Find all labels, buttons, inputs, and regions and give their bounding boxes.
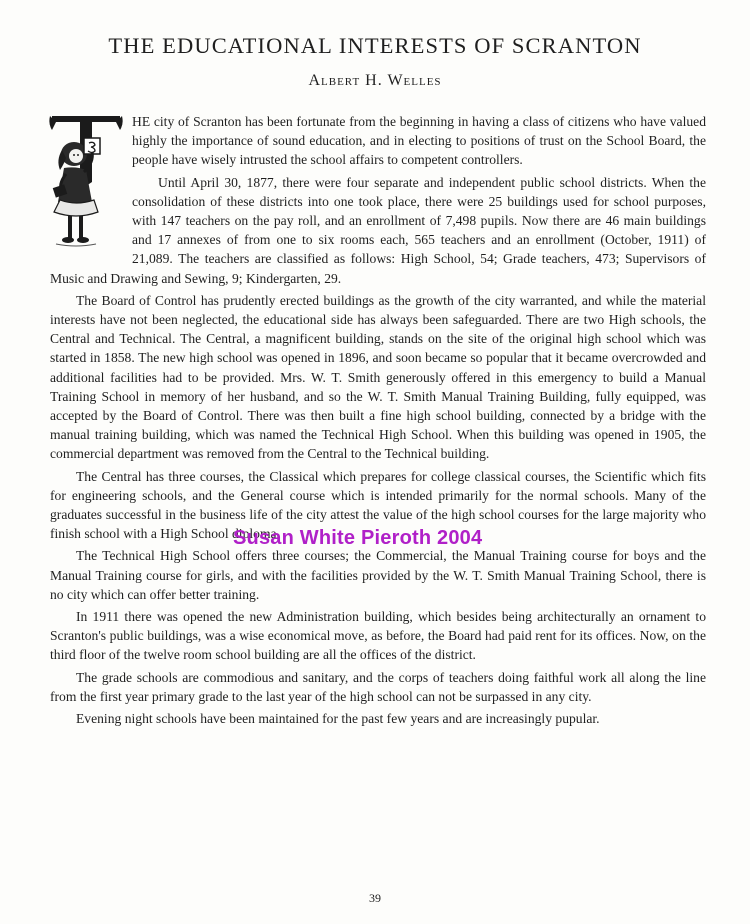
paragraph-1: HE city of Scranton has been fortunate from the beginning in having a class of citizens who have valued highly the importance of sound education, and in electing to positions of trust on the School Board, the people have wisely intrusted the school affairs to competent controllers. [132, 114, 706, 168]
paragraph-5: The Technical High School offers three courses; the Commercial, the Manual Training course for boys and the Manual Training course for girls, and with the facilities provided by the W. T. Smith Manual Training School, there is no city which can offer better training. [50, 548, 706, 602]
article-body [50, 112, 706, 731]
paragraph-7: The grade schools are commodious and sanitary, and the corps of teachers doing faithful work all along the line from the first year primary grade to the last year of the high school can not be surpassed in any city. [50, 669, 706, 704]
paragraph-4: The Central has three courses, the Classical which prepares for college classical courses, the Scientific which fits for engineering schools, and the General course which is intended primarily for the normal schools. Many of the graduates successful in the business life of the city attest the value of the high school courses for the large majority who finish school with a High School diploma. [50, 468, 706, 542]
author-name: Albert H. Welles [308, 72, 442, 89]
page-title: THE EDUCATIONAL INTERESTS OF SCRANTON [108, 33, 642, 58]
paragraph-8: Evening night schools have been maintained for the past few years and are increasingly pupular. [76, 711, 600, 727]
paragraph-2: Until April 30, 1877, there were four separate and independent public school districts. When the consolidation of these districts into one took place, there were 25 buildings used for school purposes, with 147 teachers on the pay roll, and an enrollment of 7,498 pupils. Now there are 46 main buildings and 17 annexes of from one to six rooms each, 565 teachers and an enrollment (October, 1911) of 21,089. The teachers are classified as follows: High School, 54; Grade teachers, 473; Supervisors of Music and Drawing and Sewing, 9; Kindergarten, 29. [50, 174, 706, 286]
watermark-credit: Susan White Pieroth 2004 [233, 527, 483, 549]
paragraph-6: In 1911 there was opened the new Administration building, which besides being architecturally an ornament to Scranton's public buildings, was a wise economical move, as before, the Board had paid rent for its offices. Now, on the third floor of the twelve room school building are all the offices of the district. [50, 609, 706, 663]
paragraph-3: The Board of Control has prudently erected buildings as the growth of the city warranted, and while the material interests have not been neglected, the educational side has always been safeguarded. There are two High schools, the Central and Technical. The Central, a magnificent building, stands on the site of the original high school which was started in 1858. The new high school was opened in 1896, and soon became so popular that it became overcrowded and additional facilities had to be provided. Mrs. W. T. Smith generously offered in this emergency to build a Manual Training School in memory of her husband, and so the W. T. Smith Manual Training Building, fully equipped, was accepted by the Board of Control. There was then built a fine high school building, connected by a bridge with the manual training building, which was named the Technical High School. When this building was opened in 1905, the commercial department was removed from the Central to the Technical building. [50, 292, 706, 462]
decorative-dropcap-illustration [46, 112, 126, 262]
page-number: 39 [369, 891, 381, 905]
